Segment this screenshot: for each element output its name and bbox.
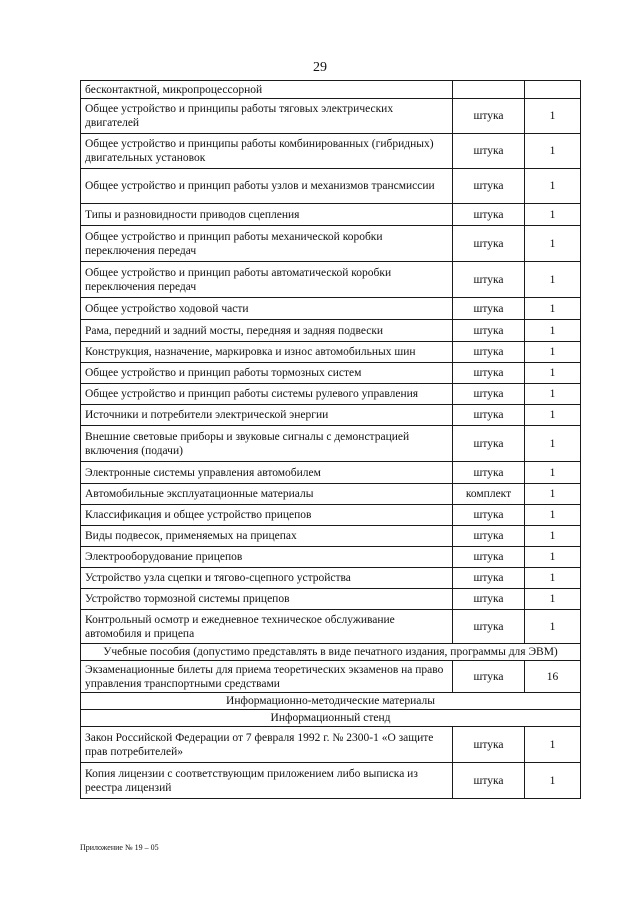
table-row <box>81 169 581 204</box>
table-bottom-body <box>81 727 581 799</box>
table-row <box>81 763 581 799</box>
item-qty: 1 <box>525 505 581 526</box>
item-unit: штука <box>453 384 525 405</box>
table-row <box>81 484 581 505</box>
item-qty: 1 <box>525 547 581 568</box>
table-row <box>81 610 581 644</box>
item-name: Общее устройство и принцип работы автоматической коробки переключения передач <box>81 262 453 298</box>
item-name: Закон Российской Федерации от 7 февраля 1992 г. № 2300-1 «О защите прав потребителей» <box>81 727 453 763</box>
item-name: Общее устройство и принципы работы комбинированных (гибридных) двигательных установок <box>81 134 453 169</box>
item-unit: штука <box>453 505 525 526</box>
item-qty: 1 <box>525 426 581 462</box>
item-unit: штука <box>453 298 525 320</box>
item-qty: 16 <box>525 661 581 693</box>
item-unit: штука <box>453 320 525 342</box>
item-qty: 1 <box>525 484 581 505</box>
item-qty: 1 <box>525 405 581 426</box>
section-row-info-materials <box>81 693 581 710</box>
item-unit: штука <box>453 568 525 589</box>
item-name: Общее устройство и принцип работы тормозных систем <box>81 363 453 384</box>
table-row <box>81 462 581 484</box>
item-qty: 1 <box>525 320 581 342</box>
item-qty <box>525 81 581 99</box>
table-row <box>81 342 581 363</box>
item-name: Общее устройство и принципы работы тяговых электрических двигателей <box>81 99 453 134</box>
item-qty: 1 <box>525 526 581 547</box>
table-row <box>81 262 581 298</box>
item-unit: штука <box>453 589 525 610</box>
item-name: Общее устройство и принцип работы узлов и механизмов трансмиссии <box>81 169 453 204</box>
item-name: Автомобильные эксплуатационные материалы <box>81 484 453 505</box>
table-row <box>81 204 581 226</box>
table-row <box>81 298 581 320</box>
table-row <box>81 589 581 610</box>
section-row-info-stand <box>81 710 581 727</box>
item-qty: 1 <box>525 298 581 320</box>
page-footer: Приложение № 19 – 05 <box>80 843 159 852</box>
item-unit: штука <box>453 661 525 693</box>
table-row <box>81 727 581 763</box>
item-qty: 1 <box>525 363 581 384</box>
item-name: Копия лицензии с соответствующим приложением либо выписка из реестра лицензий <box>81 763 453 799</box>
item-name: Источники и потребители электрической энергии <box>81 405 453 426</box>
item-qty: 1 <box>525 226 581 262</box>
item-name: Контрольный осмотр и ежедневное техническое обслуживание автомобиля и прицепа <box>81 610 453 644</box>
table-row <box>81 568 581 589</box>
table-row <box>81 99 581 134</box>
item-qty: 1 <box>525 99 581 134</box>
item-qty: 1 <box>525 568 581 589</box>
item-qty: 1 <box>525 384 581 405</box>
item-name: Устройство тормозной системы прицепов <box>81 589 453 610</box>
item-name: Общее устройство ходовой части <box>81 298 453 320</box>
item-name: Внешние световые приборы и звуковые сигналы с демонстрацией включения (подачи) <box>81 426 453 462</box>
table-row <box>81 505 581 526</box>
item-qty: 1 <box>525 763 581 799</box>
item-name: Электронные системы управления автомобилем <box>81 462 453 484</box>
item-name: Виды подвесок, применяемых на прицепах <box>81 526 453 547</box>
item-unit: штука <box>453 226 525 262</box>
table-row <box>81 226 581 262</box>
table-top-body <box>81 81 581 644</box>
page-number: 29 <box>313 60 327 75</box>
item-name: Общее устройство и принцип работы системы рулевого управления <box>81 384 453 405</box>
item-name: Рама, передний и задний мосты, передняя и задняя подвески <box>81 320 453 342</box>
item-unit <box>453 81 525 99</box>
item-unit: штука <box>453 727 525 763</box>
item-qty: 1 <box>525 462 581 484</box>
item-unit: комплект <box>453 484 525 505</box>
item-unit: штука <box>453 547 525 568</box>
item-unit: штука <box>453 262 525 298</box>
table-row <box>81 547 581 568</box>
table-sections-body <box>81 644 581 727</box>
equipment-table <box>80 80 581 799</box>
section-title: Информационный стенд <box>81 710 581 727</box>
item-name: Устройство узла сцепки и тягово-сцепного устройства <box>81 568 453 589</box>
item-name: бесконтактной, микропроцессорной <box>81 81 453 99</box>
item-unit: штука <box>453 363 525 384</box>
item-unit: штука <box>453 134 525 169</box>
item-name: Общее устройство и принцип работы механической коробки переключения передач <box>81 226 453 262</box>
item-unit: штука <box>453 610 525 644</box>
item-unit: штука <box>453 462 525 484</box>
item-name: Экзаменационные билеты для приема теоретических экзаменов на право управления транспортными средствами <box>81 661 453 693</box>
item-unit: штука <box>453 169 525 204</box>
item-qty: 1 <box>525 342 581 363</box>
item-qty: 1 <box>525 169 581 204</box>
item-qty: 1 <box>525 727 581 763</box>
item-qty: 1 <box>525 262 581 298</box>
table-row <box>81 81 581 99</box>
table-row <box>81 661 581 693</box>
item-unit: штука <box>453 405 525 426</box>
section-row-study-aids <box>81 644 581 661</box>
item-unit: штука <box>453 342 525 363</box>
table-row <box>81 405 581 426</box>
item-unit: штука <box>453 763 525 799</box>
item-qty: 1 <box>525 610 581 644</box>
section-title: Информационно-методические материалы <box>81 693 581 710</box>
table-row <box>81 526 581 547</box>
item-name: Электрооборудование прицепов <box>81 547 453 568</box>
item-name: Типы и разновидности приводов сцепления <box>81 204 453 226</box>
item-qty: 1 <box>525 589 581 610</box>
table-row <box>81 426 581 462</box>
table-row <box>81 384 581 405</box>
item-unit: штука <box>453 426 525 462</box>
item-unit: штука <box>453 99 525 134</box>
item-qty: 1 <box>525 204 581 226</box>
table-row <box>81 134 581 169</box>
item-qty: 1 <box>525 134 581 169</box>
section-title: Учебные пособия (допустимо представлять в виде печатного издания, программы для ЭВМ) <box>81 644 581 661</box>
item-unit: штука <box>453 204 525 226</box>
item-name: Классификация и общее устройство прицепов <box>81 505 453 526</box>
table-row <box>81 363 581 384</box>
item-unit: штука <box>453 526 525 547</box>
table-row <box>81 320 581 342</box>
item-name: Конструкция, назначение, маркировка и износ автомобильных шин <box>81 342 453 363</box>
